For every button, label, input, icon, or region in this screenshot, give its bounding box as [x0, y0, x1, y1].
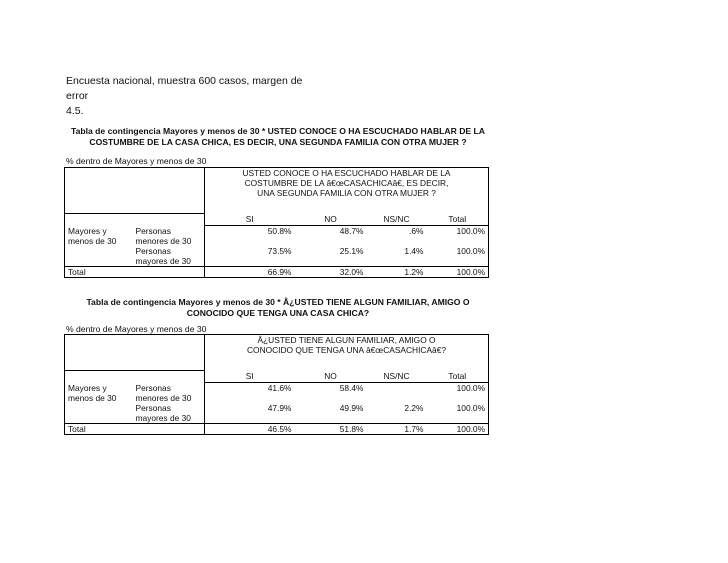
table-2-col-nsnc: NS/NC [367, 371, 427, 383]
table-2-corner [65, 335, 205, 371]
table-1-row-1-nsnc: .6% [409, 226, 424, 236]
intro-line-1: Encuesta nacional, muestra 600 casos, margen de error [66, 75, 303, 102]
table-2-col-no: NO [295, 371, 367, 383]
table-2-question-line-2: CONOCIDO QUE TENGA UNA â€œCASACHICAâ€? [247, 345, 447, 355]
table-1-col-no: NO [295, 214, 367, 226]
table-1-row-2-si: 73.5% [205, 246, 295, 267]
table-1-row-1-label-line-2: menores de 30 [135, 235, 192, 246]
table-1-row-1-no: 48.7% [339, 226, 364, 236]
table-2-row-1-total: 100.0% [427, 383, 489, 403]
table-2-row-2-label-line-2: mayores de 30 [135, 412, 191, 423]
table-2-title-line-2: CONOCIDO QUE TENGA UNA CASA CHICA? [186, 308, 370, 318]
table-2-total-total: 100.0% [427, 423, 489, 434]
table-1-col-nsnc: NS/NC [367, 214, 427, 226]
table-1-percent-label: % dentro de Mayores y menos de 30 [66, 156, 207, 166]
table-1-corner [65, 168, 205, 214]
table-1-row-2-no: 25.1% [339, 245, 364, 256]
table-1-row-1-si: 50.8% [205, 226, 295, 246]
table-2-row-2-nsnc: 2.2% [404, 402, 424, 413]
table-1-row-1-label [133, 226, 205, 246]
table-2-row-1-si: 41.6% [205, 383, 295, 403]
table-1-row-2-label [133, 246, 205, 267]
table-2-row-2-si: 47.9% [205, 403, 295, 424]
table-2-row-2-label-line-1: Personas [135, 402, 171, 413]
table-2-col-si: SI [205, 371, 295, 383]
intro-line-2: 4.5. [66, 105, 84, 117]
table-2-row-1-label-line-2: menores de 30 [135, 392, 192, 403]
table-2-row-1-nsnc [367, 383, 427, 403]
table-2-title-line-1: Tabla de contingencia Mayores y menos de 30 * Â¿USTED TIENE ALGUN FAMILIAR, AMIGO O [86, 297, 470, 307]
table-1-total-si: 66.9% [205, 266, 295, 277]
table-1-col-si: SI [205, 214, 295, 226]
contingency-table-1 [64, 167, 489, 278]
table-1-question-line-2: COSTUMBRE DE LA â€œCASACHICAâ€, ES DECIR, [244, 178, 449, 188]
table-2-row-1-label-line-1: Personas [135, 382, 171, 393]
table-1-header-spacer [65, 214, 205, 226]
table-2-col-total: Total [427, 371, 489, 383]
table-1-total-total: 100.0% [427, 266, 489, 277]
table-row [65, 226, 489, 246]
table-2-total-si: 46.5% [205, 423, 295, 434]
table-1-row-1-label-line-1: Personas [135, 225, 171, 236]
table-1-title-line-2: COSTUMBRE DE LA CASA CHICA, ES DECIR, UNA SEGUNDA FAMILIA CON OTRA MUJER ? [89, 137, 467, 147]
contingency-table-2 [64, 334, 489, 435]
table-1-total-no: 32.0% [295, 266, 367, 277]
table-1-total-label: Total [65, 266, 205, 277]
survey-intro [66, 74, 326, 119]
table-2-row-2-label [133, 403, 205, 424]
table-2-group-label-line-1: Mayores y [68, 382, 107, 393]
table-2-group-label [65, 383, 133, 424]
table-1-row-2-label-line-2: mayores de 30 [135, 255, 191, 266]
table-2-group-label-line-2: menos de 30 [68, 392, 117, 403]
table-2-total-no: 51.8% [295, 423, 367, 434]
table-2-total-label: Total [65, 423, 205, 434]
table-1-total-nsnc: 1.2% [367, 266, 427, 277]
table-1-row-2-total: 100.0% [427, 246, 489, 267]
table-1-title [66, 126, 490, 148]
table-1-row-2-label-line-1: Personas [135, 245, 171, 256]
table-2-percent-label: % dentro de Mayores y menos de 30 [66, 324, 207, 334]
table-2-row-2-total: 100.0% [427, 403, 489, 424]
table-2-row-2-no: 49.9% [339, 402, 364, 413]
table-1-group-label [65, 226, 133, 267]
table-1-group-label-line-2: menos de 30 [68, 235, 117, 246]
table-1-question-line-1: USTED CONOCE O HA ESCUCHADO HABLAR DE LA [242, 168, 451, 178]
table-2-total-nsnc: 1.7% [367, 423, 427, 434]
table-2-title [66, 297, 490, 319]
table-2-question-line-1: Â¿USTED TIENE ALGUN FAMILIAR, AMIGO O [257, 335, 436, 345]
table-2-total-row [65, 423, 489, 434]
table-1-total-row [65, 266, 489, 277]
table-2-question-header [205, 335, 489, 371]
table-1-question-line-3: UNA SEGUNDA FAMILIA CON OTRA MUJER ? [257, 188, 436, 198]
table-1-row-2-nsnc: 1.4% [404, 245, 424, 256]
table-2-header-spacer [65, 371, 205, 383]
table-1-group-label-line-1: Mayores y [68, 225, 107, 236]
table-1-title-line-1: Tabla de contingencia Mayores y menos de 30 * USTED CONOCE O HA ESCUCHADO HABLAR DE LA [70, 126, 485, 136]
table-row [65, 383, 489, 403]
table-1-col-total: Total [427, 214, 489, 226]
table-1-question-header [205, 168, 489, 214]
table-2-row-1-no: 58.4% [339, 383, 364, 393]
table-2-row-1-label [133, 383, 205, 403]
table-1-row-1-total: 100.0% [427, 226, 489, 246]
